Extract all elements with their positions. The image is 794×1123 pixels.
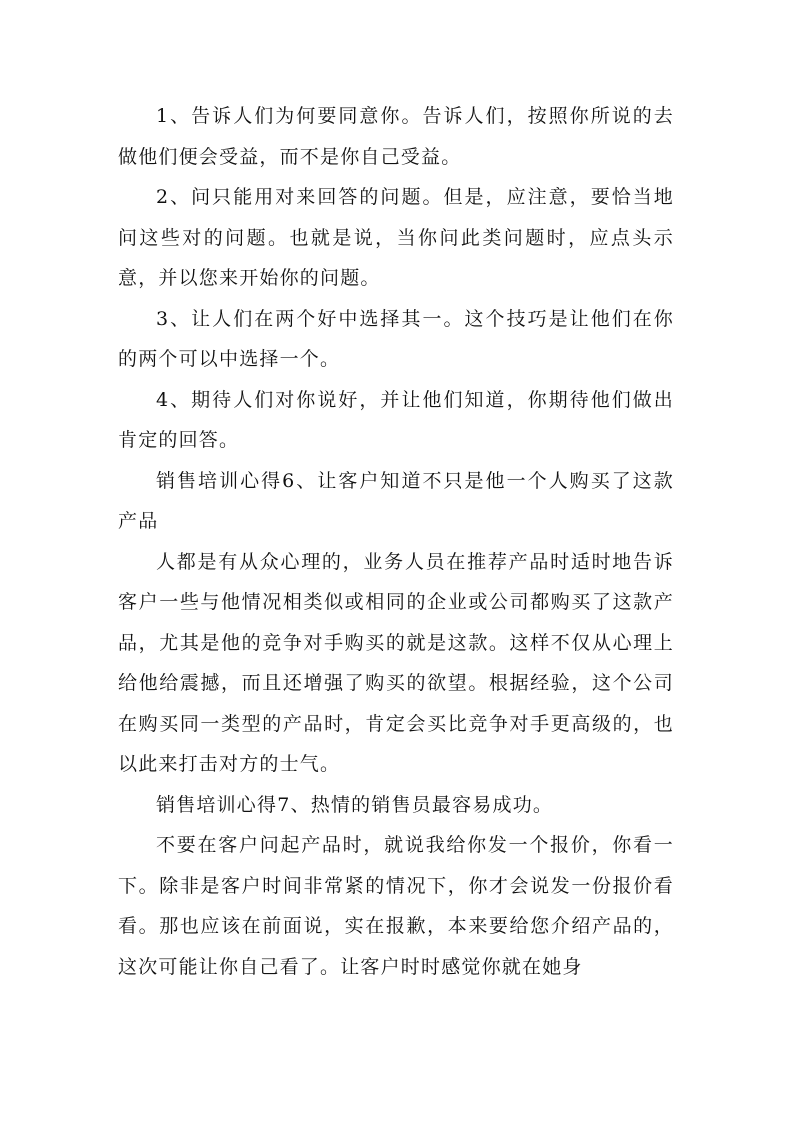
section-heading-6: 销售培训心得6、让客户知道不只是他一个人购买了这款产品 — [118, 469, 674, 532]
paragraph-tip-3: 3、让人们在两个好中选择其一。这个技巧是让他们在你的两个可以中选择一个。 — [118, 307, 674, 370]
document-body — [118, 96, 674, 987]
paragraph-tip-4: 4、期待人们对你说好，并让他们知道，你期待他们做出肯定的回答。 — [118, 388, 674, 451]
paragraph-herd-mentality: 人都是有从众心理的，业务人员在推荐产品时适时地告诉客户一些与他情况相类似或相同的企业或公司都购买了这款产品，尤其是他的竞争对手购买的就是这款。这样不仅从心理上给他给震撼，而且还增强了购买的欲望。根据经验，这个公司在购买同一类型的产品时，肯定会买比竞争对手更高级的，也以此来打击对方的士气。 — [118, 550, 674, 775]
paragraph-enthusiasm: 不要在客户问起产品时，就说我给你发一个报价，你看一下。除非是客户时间非常紧的情况下，你才会说发一份报价看看。那也应该在前面说，实在报歉，本来要给您介绍产品的，这次可能让你自己看了。让客户时时感觉你就在她身 — [118, 834, 674, 978]
paragraph-tip-1: 1、告诉人们为何要同意你。告诉人们，按照你所说的去做他们便会受益，而不是你自己受益。 — [118, 105, 674, 168]
section-heading-7: 销售培训心得7、热情的销售员最容易成功。 — [156, 793, 554, 816]
paragraph-tip-2: 2、问只能用对来回答的问题。但是，应注意，要恰当地问这些对的问题。也就是说，当你问此类问题时，应点头示意，并以您来开始你的问题。 — [118, 186, 674, 289]
